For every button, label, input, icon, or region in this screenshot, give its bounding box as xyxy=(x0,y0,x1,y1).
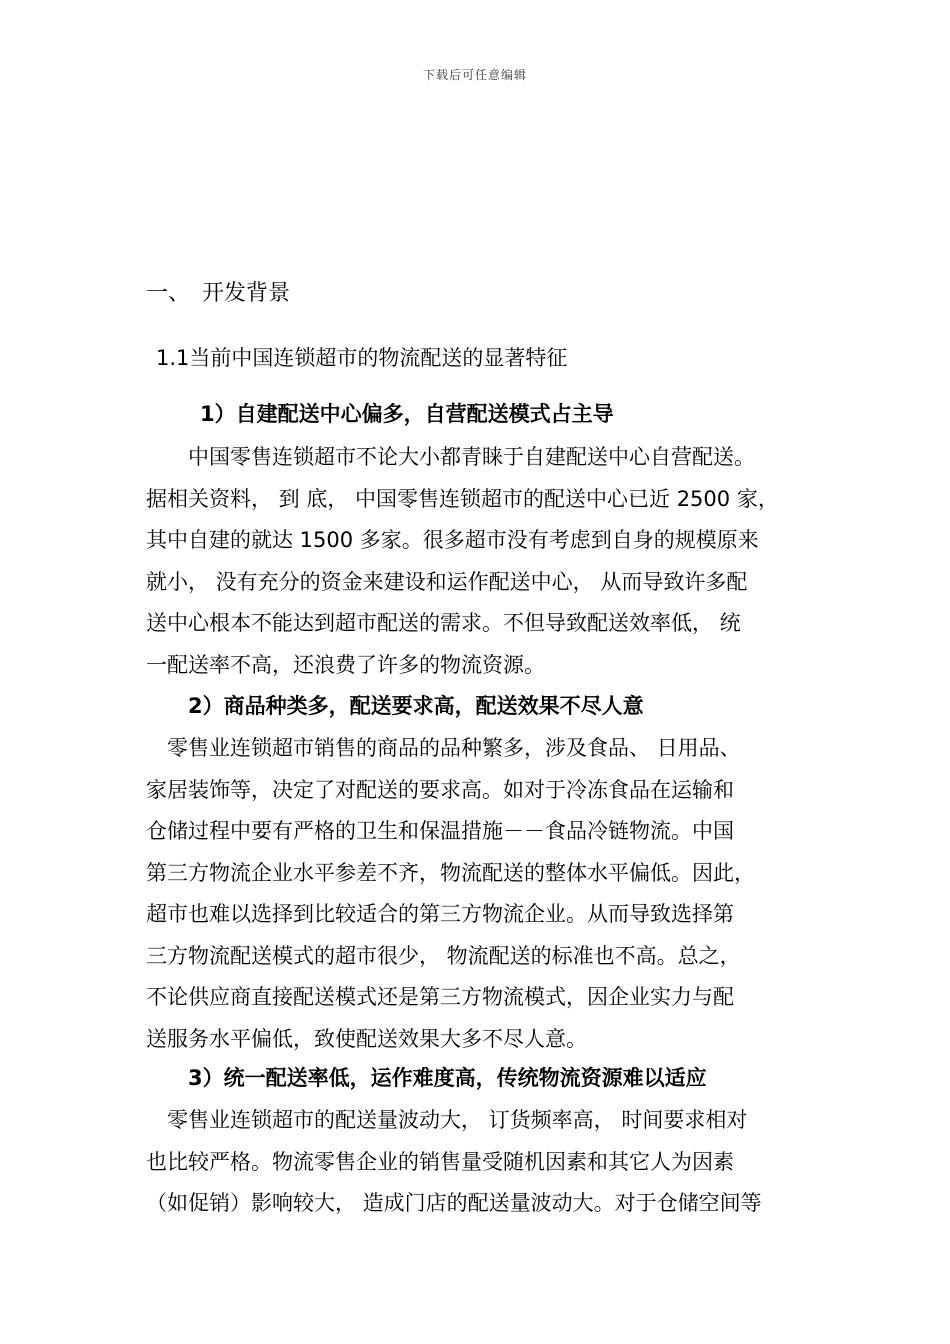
paragraph-line: 据相关资料， 到 底， 中国零售连锁超市的配送中心已近 2500 家， xyxy=(146,486,779,511)
section-title: 开发背景 xyxy=(202,281,291,306)
point-1-heading: 1）自建配送中心偏多，自营配送模式占主导 xyxy=(200,402,614,426)
point-3-paragraph xyxy=(146,1100,836,1225)
paragraph-line: 一配送率不高，还浪费了许多的物流资源。 xyxy=(146,652,545,677)
paragraph-line: 三方物流配送模式的超市很少， 物流配送的标准也不高。总之， xyxy=(146,943,741,968)
paragraph-line: 零售业连锁超市的配送量波动大， 订货频率高， 时间要求相对 xyxy=(146,1108,748,1132)
paragraph-line: 超市也难以选择到比较适合的第三方物流企业。从而导致选择第 xyxy=(146,902,734,926)
paragraph-line: 中国零售连锁超市不论大小都青睐于自建配送中心自营配送。 xyxy=(146,445,755,469)
header-note: 下载后可任意编辑 xyxy=(422,68,527,82)
point-2-heading: 2）商品种类多，配送要求高，配送效果不尽人意 xyxy=(188,694,644,718)
paragraph-line: 家居装饰等，决定了对配送的要求高。如对于冷冻食品在运输和 xyxy=(146,777,734,802)
point-2-paragraph xyxy=(146,728,836,1060)
paragraph-line: 仓储过程中要有严格的卫生和保温措施－－食品冷链物流。中国 xyxy=(146,819,734,843)
paragraph-line: 不论供应商直接配送模式还是第三方物流模式，因企业实力与配 xyxy=(146,985,734,1009)
paragraph-line: 送服务水平偏低，致使配送效果大多不尽人意。 xyxy=(146,1026,587,1051)
paragraph-line: 其中自建的就达 1500 多家。很多超市没有考虑到自身的规模原来 xyxy=(146,528,759,552)
paragraph-line: 送中心根本不能达到超市配送的需求。不但导致配送效率低， 统 xyxy=(146,611,741,635)
paragraph-line: 第三方物流企业水平参差不齐，物流配送的整体水平偏低。因此， xyxy=(146,860,755,885)
paragraph-line: 也比较严格。物流零售企业的销售量受随机因素和其它人为因素 xyxy=(146,1149,734,1174)
section-number: 一、 xyxy=(146,281,191,306)
section-heading xyxy=(146,276,290,307)
paragraph-line: 零售业连锁超市销售的商品的品种繁多，涉及食品、 日用品、 xyxy=(146,736,741,760)
paragraph-line: 就小， 没有充分的资金来建设和运作配送中心， 从而导致许多配 xyxy=(146,569,748,594)
subsection-heading: 1.1当前中国连锁超市的物流配送的显著特征 xyxy=(156,346,568,370)
point-3-heading: 3）统一配送率低，运作难度高，传统物流资源难以适应 xyxy=(188,1066,707,1090)
point-1-paragraph xyxy=(146,437,836,686)
paragraph-line: （如促销）影响较大， 造成门店的配送量波动大。对于仓储空间等 xyxy=(146,1191,762,1215)
